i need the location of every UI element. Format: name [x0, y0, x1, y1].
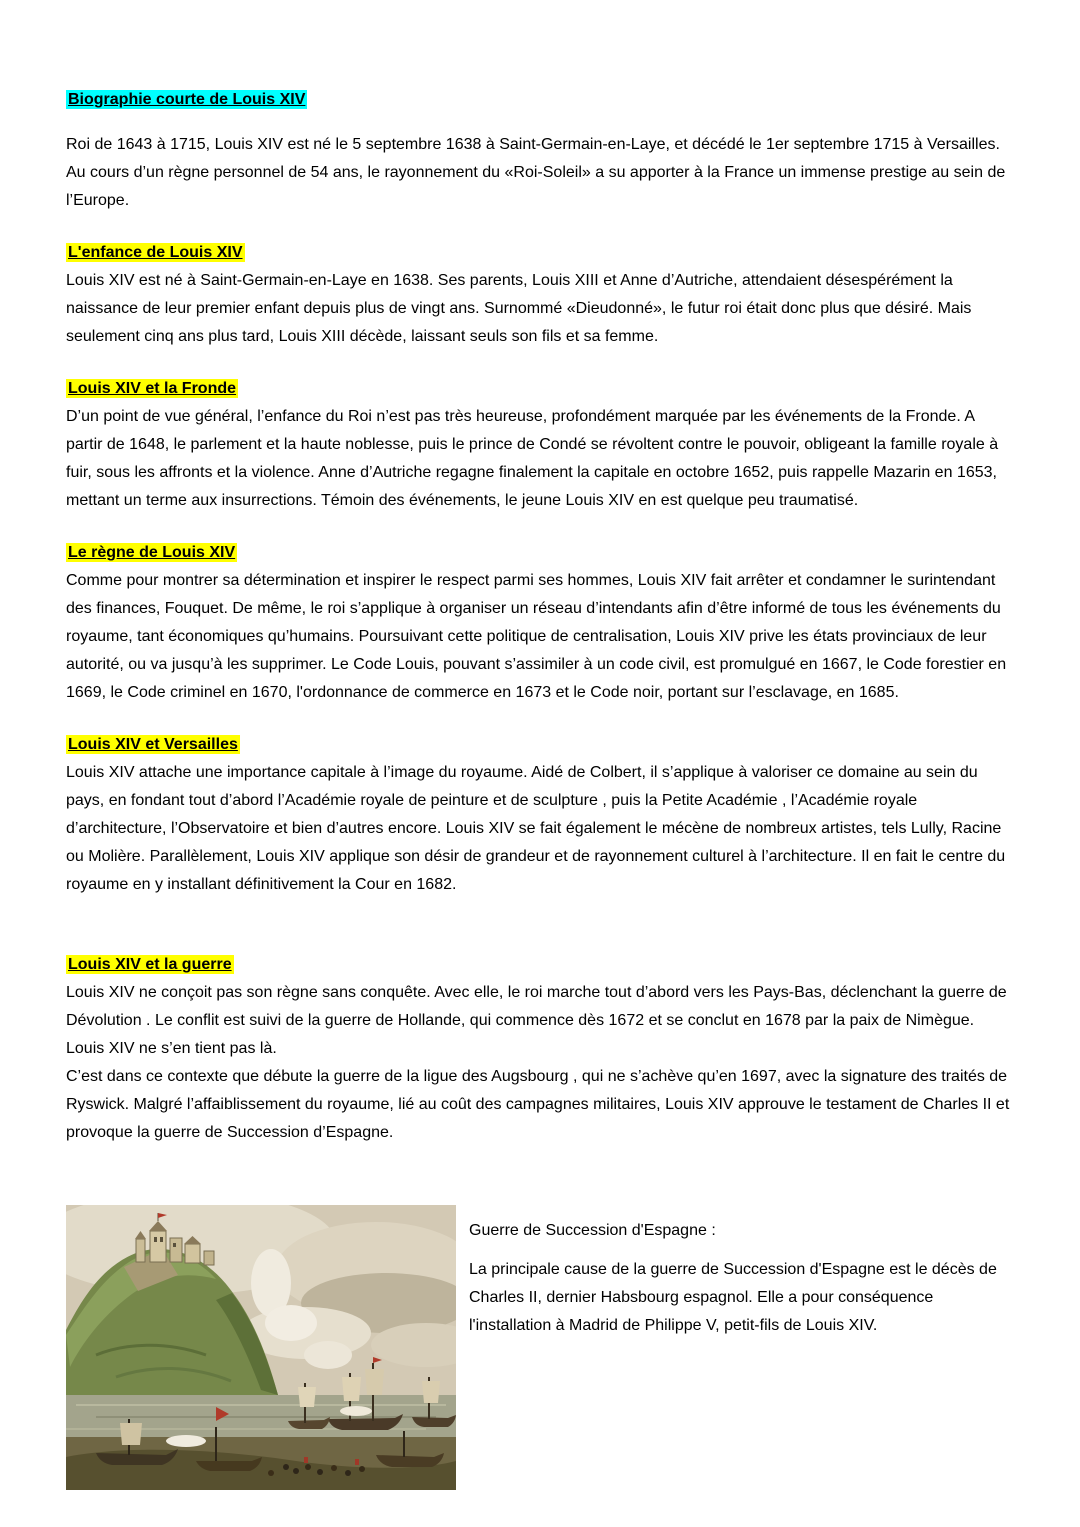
section-enfance: [66, 239, 1014, 351]
intro-paragraph: Roi de 1643 à 1715, Louis XIV est né le 5 septembre 1638 à Saint-Germain-en-Laye, et décédé le 1er septembre 1715 à Versailles. Au cours d’un règne personnel de 54 ans, le rayonnement du «Roi-Soleil» a su apporter à la France un immense prestige au sein de l’Europe.: [66, 136, 1006, 209]
section-heading-versailles: [66, 731, 1014, 759]
section-guerre: [66, 951, 1014, 1147]
section-heading-regne-text: Le règne de Louis XIV: [68, 544, 236, 561]
section-regne: [66, 539, 1014, 707]
succession-war-painting: [66, 1205, 456, 1490]
section-guerre-paragraph-1: Louis XIV ne conçoit pas son règne sans conquête. Avec elle, le roi marche tout d’abord vers les Pays-Bas, déclenchant la guerre de Dévolution . Le conflit est suivi de la guerre de Hollande, qui commence dès 1672 et se conclut en 1678 par la paix de Nimègue. Louis XIV ne s’en tient pas là.: [66, 984, 1007, 1057]
section-heading-fronde-text: Louis XIV et la Fronde: [68, 380, 237, 397]
siege-harbor-painting: [66, 1205, 456, 1490]
document-title-text: Biographie courte de Louis XIV: [68, 91, 306, 108]
section-heading-fronde: [66, 375, 1014, 403]
section-fronde: [66, 375, 1014, 515]
section-heading-versailles-text: Louis XIV et Versailles: [68, 736, 238, 753]
section-heading-guerre: [66, 951, 1014, 979]
section-heading-regne: [66, 539, 1014, 567]
section-fronde-paragraph: D’un point de vue général, l’enfance du Roi n’est pas très heureuse, profondément marquée par les événements de la Fronde. A partir de 1648, le parlement et la haute noblesse, puis le prince de Condé se révoltent contre le pouvoir, obligeant la famille royale à fuir, sous les affronts et la violence. Anne d’Autriche regagne finalement la capitale en octobre 1652, puis rappelle Mazarin en 1653, mettant un terme aux insurrections. Témoin des événements, le jeune Louis XIV en est quelque peu traumatisé.: [66, 408, 999, 509]
document-title: [66, 86, 1014, 114]
section-guerre-paragraph-2: C’est dans ce contexte que débute la guerre de la ligue des Augsbourg , qui ne s’achève qu’en 1697, avec la signature des traités de Ryswick. Malgré l’affaiblissement du royaume, lié au coût des campagnes militaires, Louis XIV approuve le testament de Charles II et provoque la guerre de Succession d’Espagne.: [66, 1068, 1010, 1141]
section-heading-enfance: [66, 239, 1014, 267]
section-versailles: [66, 731, 1014, 899]
figure-caption: [469, 1205, 1014, 1340]
section-regne-paragraph: Comme pour montrer sa détermination et inspirer le respect parmi ses hommes, Louis XIV fait arrêter et condamner le surintendant des finances, Fouquet. De même, le roi s’applique à organiser un réseau d’intendants afin d’être informé de tous les événements du royaume, tant économiques qu’humains. Poursuivant cette politique de centralisation, Louis XIV prive les états provinciaux de leur autorité, ou va jusqu’à les supprimer. Le Code Louis, pouvant s’assimiler à un code civil, est promulgué en 1667, le Code forestier en 1669, le Code criminel en 1670, l'ordonnance de commerce en 1673 et le Code noir, portant sur l’esclavage, en 1685.: [66, 572, 1007, 701]
figure-caption-title: Guerre de Succession d'Espagne :: [469, 1222, 716, 1239]
section-heading-guerre-text: Louis XIV et la guerre: [68, 956, 232, 973]
figure-row: [66, 1205, 1014, 1490]
section-heading-enfance-text: L'enfance de Louis XIV: [68, 244, 243, 261]
section-versailles-paragraph: Louis XIV attache une importance capitale à l’image du royaume. Aidé de Colbert, il s’applique à valoriser ce domaine au sein du pays, en fondant tout d’abord l’Académie royale de peinture et de sculpture , puis la Petite Académie , l’Académie royale d’architecture, l’Observatoire et bien d’autres encore. Louis XIV se fait également le mécène de nombreux artistes, tels Lully, Racine ou Molière. Parallèlement, Louis XIV applique son désir de grandeur et de rayonnement culturel à l’architecture. Il en fait le centre du royaume en y installant définitivement la Cour en 1682.: [66, 764, 1006, 893]
figure-caption-body: La principale cause de la guerre de Succession d'Espagne est le décès de Charles II, dernier Habsbourg espagnol. Elle a pour conséquence l'installation à Madrid de Philippe V, petit-fils de Louis XIV.: [469, 1261, 997, 1334]
section-enfance-paragraph: Louis XIV est né à Saint-Germain-en-Laye en 1638. Ses parents, Louis XIII et Anne d’Autriche, attendaient désespérément la naissance de leur premier enfant depuis plus de vingt ans. Surnommé «Dieudonné», le futur roi était donc plus que désiré. Mais seulement cinq ans plus tard, Louis XIII décède, laissant seuls son fils et sa femme.: [66, 272, 972, 345]
